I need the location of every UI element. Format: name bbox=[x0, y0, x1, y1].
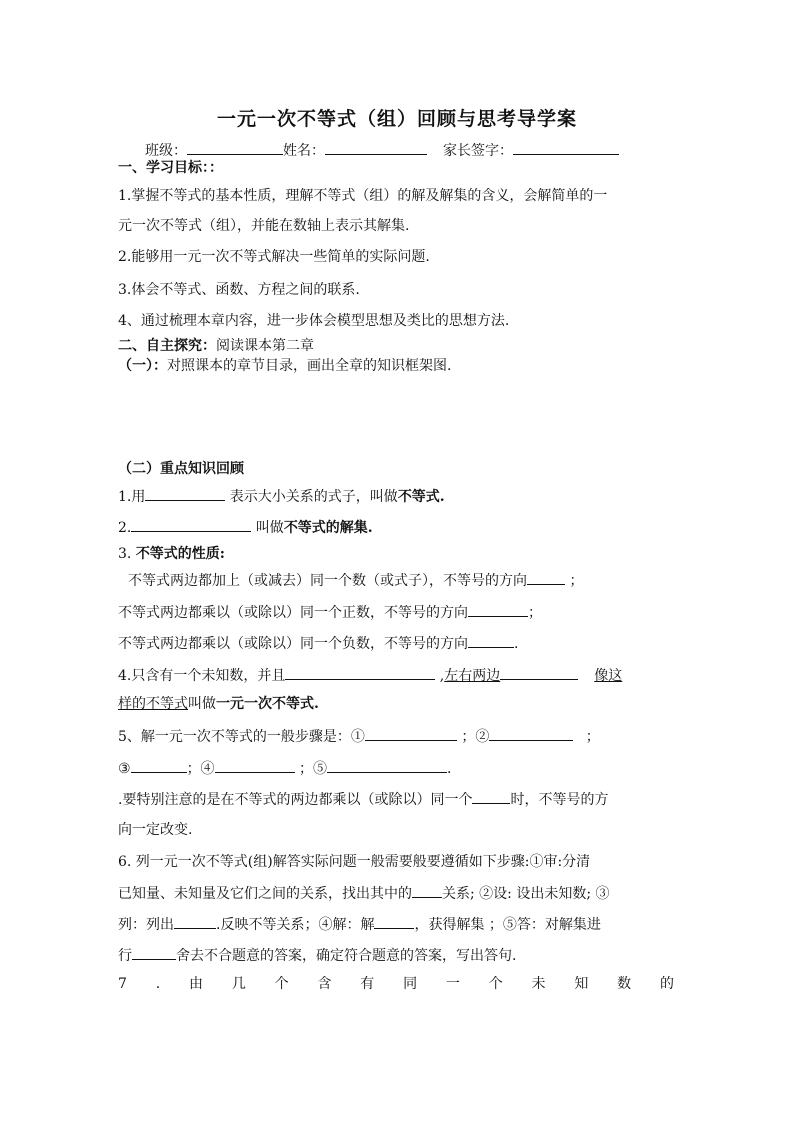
item-7-char: 数 bbox=[617, 976, 632, 992]
property-3-end: . bbox=[514, 636, 519, 652]
item-7-line bbox=[118, 974, 674, 994]
step-3-blank[interactable] bbox=[131, 758, 187, 773]
item-4-line-1 bbox=[118, 665, 622, 686]
goal-4: 4、通过梳理本章内容，进一步体会模型思想及类比的思想方法. bbox=[118, 313, 510, 329]
item-6-line-3 bbox=[118, 914, 601, 935]
item-2-text: 叫做 bbox=[251, 520, 284, 536]
item-6-line-1: 6. 列一元一次不等式(组)解答实际问题一般需要般要遵循如下步骤:①审:分清 bbox=[118, 854, 591, 870]
property-2 bbox=[118, 602, 542, 623]
item-7-char: 未 bbox=[531, 976, 546, 992]
note-text: .要特别注意的是在不等式的两边都乘以（或除以）同一个 bbox=[118, 792, 473, 808]
name-label: 姓名： bbox=[283, 143, 325, 159]
item-7-char: 一 bbox=[445, 976, 460, 992]
property-2-end: ； bbox=[528, 605, 542, 621]
self-exploration-title: 二、自主探究： bbox=[118, 338, 216, 354]
item-1-term: 不等式. bbox=[397, 489, 445, 505]
step-2-marker: ；② bbox=[456, 729, 490, 745]
item-7-char: . bbox=[155, 976, 161, 992]
step-5-blank[interactable] bbox=[327, 758, 447, 773]
step-1-blank[interactable] bbox=[365, 726, 457, 741]
item-1-number: 1.用 bbox=[118, 489, 146, 505]
item-6-text: 已知量、未知量及它们之间的关系，找出其中的 bbox=[118, 886, 412, 902]
item-6-blank-list[interactable] bbox=[174, 914, 216, 929]
page-title: 一元一次不等式（组）回顾与思考导学案 bbox=[216, 108, 577, 130]
item-4-line-end: 像这 bbox=[594, 668, 623, 684]
item-6-blank-check[interactable] bbox=[132, 945, 176, 960]
item-5-text: 5、解一元一次不等式的一般步骤是：① bbox=[118, 729, 365, 745]
property-1 bbox=[128, 570, 583, 591]
part-2-heading: （二）重点知识回顾 bbox=[118, 461, 244, 477]
class-field[interactable] bbox=[187, 140, 283, 155]
item-2-blank[interactable] bbox=[131, 517, 251, 532]
item-4-term: 一元一次不等式. bbox=[216, 696, 319, 712]
property-3-blank[interactable] bbox=[468, 633, 514, 648]
part-1-text: 对照课本的章节目录，画出全章的知识框架图. bbox=[167, 358, 452, 374]
item-3-term: 不等式的性质: bbox=[135, 546, 225, 562]
item-3-number: 3. bbox=[118, 546, 136, 562]
item-1-blank[interactable] bbox=[145, 486, 225, 501]
property-1-blank[interactable] bbox=[527, 570, 565, 585]
item-1-text: 表示大小关系的式子，叫做 bbox=[225, 489, 398, 505]
property-3-text: 不等式两边都乘以（或除以）同一个负数，不等号的方向 bbox=[118, 636, 468, 652]
item-7-char: 个 bbox=[488, 976, 503, 992]
item-7-char: 几 bbox=[231, 976, 246, 992]
note-line-1 bbox=[118, 789, 608, 810]
step-2-blank[interactable] bbox=[489, 726, 573, 741]
note-line-2: 向一定改变. bbox=[118, 822, 193, 838]
item-7-char: 由 bbox=[189, 976, 203, 992]
item-2 bbox=[118, 517, 373, 538]
step-3-marker: ③ bbox=[118, 761, 131, 777]
parent-signature-label: 家长签字： bbox=[443, 143, 513, 159]
item-6-final-text: 舍去不合题意的答案，确定符合题意的答案，写出答句. bbox=[176, 948, 517, 964]
item-6-list-step: 列：列出 bbox=[118, 917, 174, 933]
item-4-line-2 bbox=[118, 694, 319, 714]
item-3 bbox=[118, 544, 225, 564]
item-6-answer-step: ，获得解集 ；⑤答：对解集进 bbox=[414, 917, 601, 933]
property-2-text: 不等式两边都乘以（或除以）同一个正数，不等号的方向 bbox=[118, 605, 468, 621]
item-4-connector: 叫做 bbox=[188, 696, 216, 712]
item-4-text: 4.只含有一个未知数，并且 bbox=[118, 668, 286, 684]
item-4-underlined-continuation: 样的不等式 bbox=[118, 696, 188, 712]
property-1-end: ； bbox=[565, 573, 584, 589]
item-5-line-2 bbox=[118, 758, 451, 779]
item-7-char: 个 bbox=[274, 976, 289, 992]
property-1-text: 不等式两边都加上（或减去）同一个数（或式子），不等号的方向 bbox=[128, 573, 527, 589]
note-blank[interactable] bbox=[472, 789, 510, 804]
part-1-label: （一）： bbox=[118, 358, 167, 374]
item-2-term: 不等式的解集. bbox=[283, 520, 373, 536]
note-text-end: 时，不等号的方 bbox=[510, 792, 609, 808]
goal-1-line-2: 元一次不等式（组），并能在数轴上表示其解集. bbox=[118, 218, 410, 234]
goal-2: 2.能够用一元一次不等式解决一些简单的实际问题. bbox=[118, 249, 430, 265]
item-4-blank-2[interactable] bbox=[500, 665, 578, 680]
property-3 bbox=[118, 633, 518, 654]
item-7-char: 有 bbox=[360, 976, 375, 992]
item-5-line-1 bbox=[118, 726, 600, 747]
item-6-text-end: 关系; ②设: 设出未知数; ③ bbox=[442, 886, 610, 902]
item-7-char: 的 bbox=[659, 976, 674, 992]
item-4-comma: , bbox=[435, 668, 445, 684]
item-7-char: 7 bbox=[118, 976, 127, 992]
parent-signature-field[interactable] bbox=[513, 140, 619, 155]
item-6-solve-step: .反映不等关系；④解：解 bbox=[216, 917, 375, 933]
step-5-end: . bbox=[447, 761, 452, 777]
item-4-blank-1[interactable] bbox=[285, 665, 435, 680]
item-6-line-2 bbox=[118, 883, 610, 904]
item-7-char: 含 bbox=[317, 976, 332, 992]
name-field[interactable] bbox=[325, 140, 427, 155]
step-4-marker: ；④ bbox=[186, 761, 215, 777]
goal-3: 3.体会不等式、函数、方程之间的联系. bbox=[118, 282, 360, 298]
step-5-marker: ；⑤ bbox=[294, 761, 328, 777]
step-2-end: ； bbox=[581, 729, 600, 745]
section-learning-goals-heading: 一、学习目标：： bbox=[118, 160, 223, 176]
section-self-exploration-heading bbox=[118, 336, 314, 356]
goal-1-line-1: 1.掌握不等式的基本性质，理解不等式（组）的解及解集的含义，会解简单的一 bbox=[118, 188, 608, 204]
class-label: 班级： bbox=[145, 143, 187, 159]
item-4-underlined-phrase: 左右两边 bbox=[444, 668, 501, 684]
step-4-blank[interactable] bbox=[215, 758, 295, 773]
item-6-blank-relation[interactable] bbox=[412, 883, 442, 898]
self-exploration-instruction: 阅读课本第二章 bbox=[216, 338, 314, 354]
item-6-line-4 bbox=[118, 945, 516, 966]
item-2-number: 2. bbox=[118, 520, 132, 536]
part-1-line bbox=[118, 356, 451, 376]
item-7-char: 同 bbox=[403, 976, 418, 992]
item-7-char: 知 bbox=[574, 976, 589, 992]
student-info-line bbox=[145, 140, 619, 160]
property-2-blank[interactable] bbox=[468, 602, 528, 617]
item-1 bbox=[118, 486, 445, 507]
item-6-do: 行 bbox=[118, 948, 132, 964]
item-6-blank-solve[interactable] bbox=[374, 914, 414, 929]
